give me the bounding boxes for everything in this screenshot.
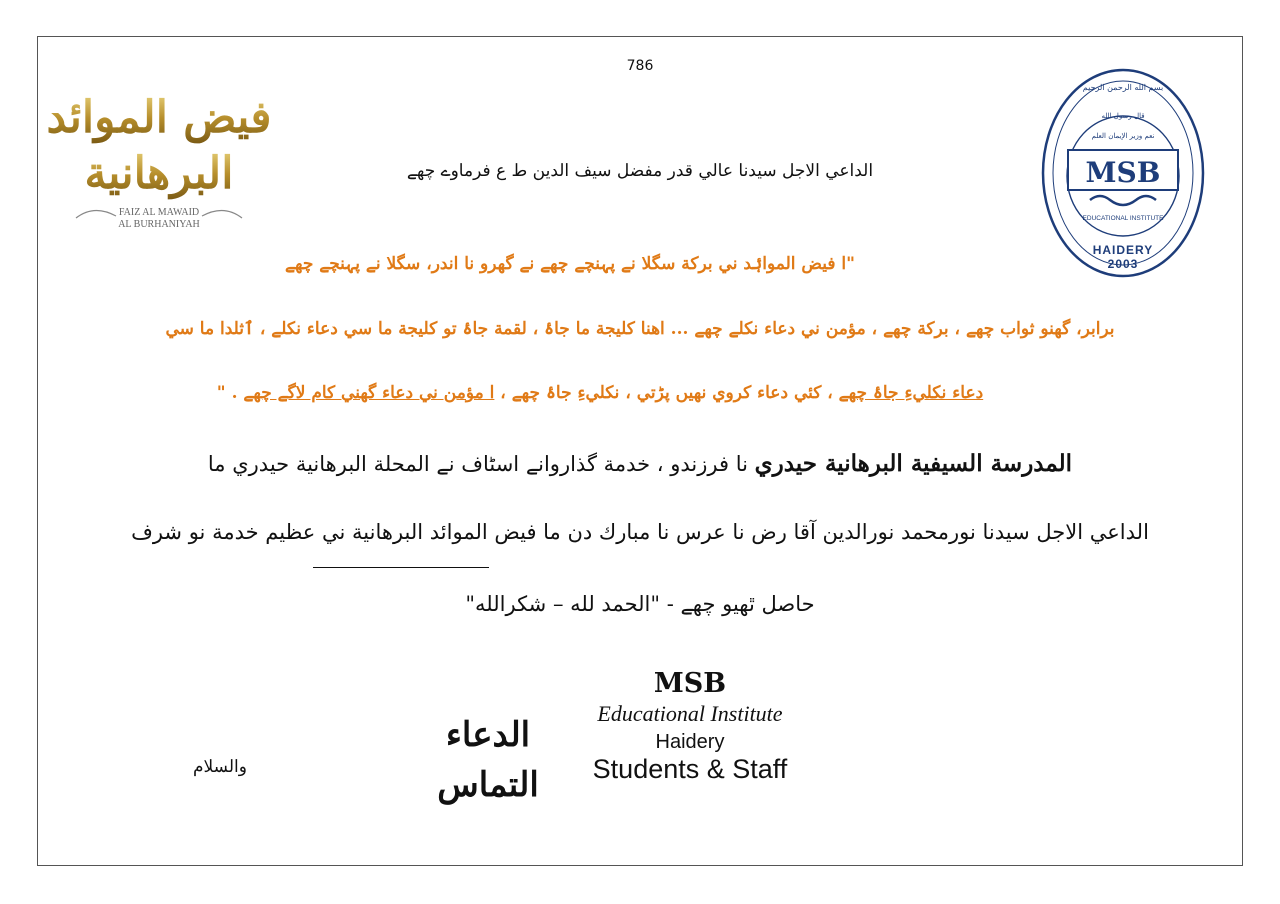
header-subtitle: الداعي الاجل سيدنا عالي قدر مفضل سيف الدين ط ع فرماوے چھے [406,161,874,181]
svg-text:الدعاء: الدعاء [445,715,531,755]
page-number: 786 [626,58,654,74]
logo-arabic-line1: فيض الموائد [46,92,272,143]
msb-title: MSB [653,668,727,699]
body-line-2-part2: ني عظيم خدمة نو شرف [131,520,353,544]
quote-line-3-underlined-b: ا مؤمن ني دعاء گھني کام لاگے چھے [243,383,495,403]
quote-line-3-middle: ، کئي دعاء کروي نهيں پڑتي ، نکليءِ جاۂ چھے ، [494,383,839,403]
body-line-1-rest: نا فرزندو ، خدمة گذاروانے اسٹاف نے المحلة البرهانية حيدري ما [207,452,755,476]
quote-line-1: "ا فيض المواۂد ني برکة سگلا نے پہنچے چھے نے گھرو نا اندر، سگلا نے پہنچے چھے [285,254,855,274]
quote-line-3-underlined-a: دعاء نکليءِ جاۂ چھے [838,383,984,403]
seal-mid-arabic: قال رسول الله [1101,112,1145,120]
body-line-2-part1: الداعي الاجل سيدنا نورمحمد نورالدين آقا رض نا عرس نا مبارك دن ما [536,520,1149,544]
seal-top-arabic: بسم الله الرحمن الرحيم [1082,83,1164,92]
quote-line-3-end: . " [216,383,244,403]
body-line-2 [60,520,1220,544]
body-underline [313,567,489,568]
seal-abbr: MSB [1085,156,1161,189]
seal-name: HAIDERY [1092,243,1154,257]
msb-signature-block [560,668,820,785]
msb-haidery-seal [1038,58,1208,278]
quote-line-3 [150,382,1050,403]
logo-english-line2: AL BURHANIYAH [118,219,200,230]
body-line-1 [100,450,1180,477]
seal-quote-arabic: نعم وزير الإيمان العلم [1091,132,1155,140]
logo-arabic-line2: البرهانية [84,148,234,199]
madrasa-name: المدرسة السيفية البرهانية حيدري [754,450,1073,477]
quote-line-2: برابر، گھنو ثواب چھے ، برکة چھے ، مؤمن ني دعاء نکلے چھے ... اهنا کليجة ما جاۂ ، لقمة جاۂ تو کليجة ما سي دعاء نکلے ، ٱثلدا ما سي [165,319,1115,339]
svg-text:التماس: التماس [437,765,539,805]
faiz-al-mawaid-logo [46,70,272,240]
msb-students-staff: Students & Staff [592,754,788,784]
logo-english-line1: FAIZ AL MAWAID [118,207,200,218]
seal-year: 2003 [1107,257,1139,271]
body-line-3: حاصل ٿهيو چھے - "الحمد لله – شكرالله" [465,592,815,616]
body-line-2-underlined: فيض الموائد البرهانية [352,520,537,544]
msb-haidery: Haidery [655,731,725,753]
seal-sub: EDUCATIONAL INSTITUTE [1082,215,1164,222]
dua-calligraphy [418,686,558,816]
salam: والسلام [193,757,247,777]
msb-educational-institute: Educational Institute [597,701,783,726]
